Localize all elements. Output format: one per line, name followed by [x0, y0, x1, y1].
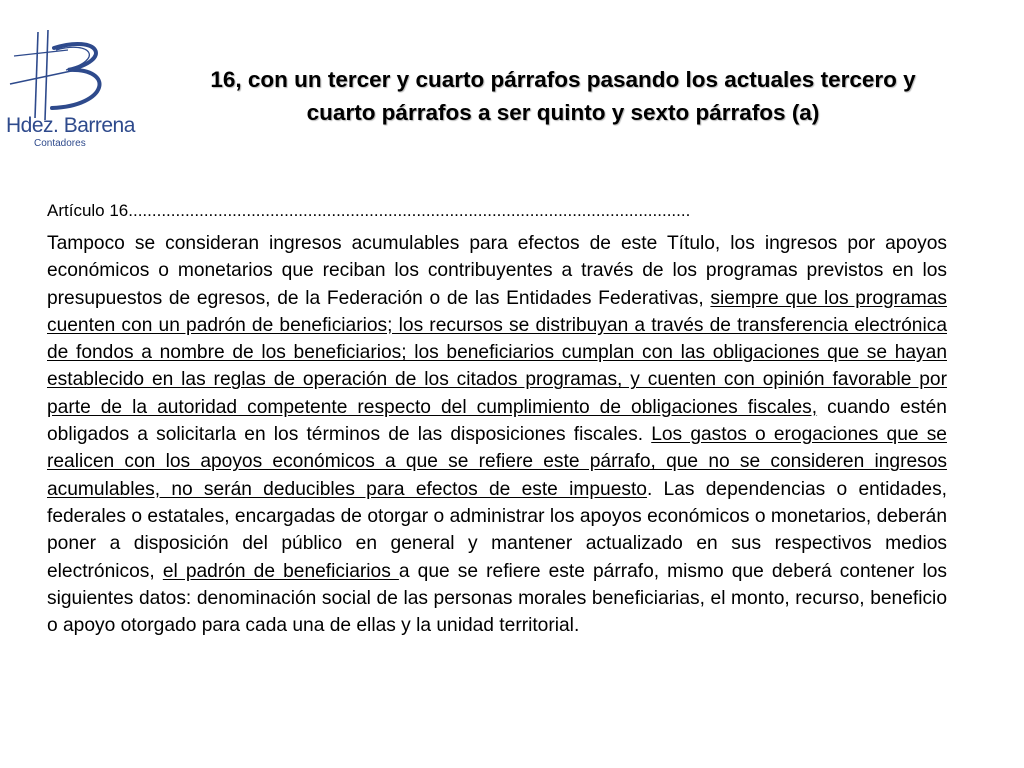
slide-title-line-2: cuarto párrafos a ser quinto y sexto párrafos (a)	[306, 100, 820, 125]
article-heading: Artículo 16.......................................................................................................................	[47, 201, 691, 220]
logo-name: Hdez. Barrena	[6, 114, 135, 137]
slide-title	[110, 63, 1016, 129]
logo-subtitle: Contadores	[34, 138, 86, 149]
paragraph-underlined-segment: Los gastos o erogaciones que se realicen con los apoyos económicos a que se refiere este párrafo, que no se consideren ingresos acumulables, no serán deducibles para efectos de este impuesto	[47, 424, 947, 500]
paragraph-segment: . Las dependencias o entidades, federales o estatales, encargadas de otorgar o administrar los apoyos económicos o monetarios, deberán poner a disposición del público en general y mantener actualizado en sus respectivos medios electrónicos,	[47, 478, 947, 582]
article-paragraph	[47, 230, 947, 639]
paragraph-underlined-segment: siempre que los programas cuenten con un padrón de beneficiarios; los recursos se distribuyan a través de transferencia electrónica de fondos a nombre de los beneficiarios; los beneficiarios cumplan con las obligaciones que se hayan establecido en las reglas de operación de los citados programas, y cuenten con opinión favorable por parte de la autoridad competente respecto del cumplimiento de obligaciones fiscales,	[47, 287, 947, 418]
paragraph-underlined-segment: el padrón de beneficiarios	[162, 560, 399, 582]
paragraph-segment: Tampoco se consideran ingresos acumulables para efectos de este Título, los ingresos por apoyos económicos o monetarios que reciban los contribuyentes a través de los programas previstos en los presupuestos de egresos, de la Federación o de las Entidades Federativas,	[47, 233, 947, 309]
slide-title-line-1: 16, con un tercer y cuarto párrafos pasando los actuales tercero y	[210, 67, 916, 92]
paragraph-segment: a que se refiere este párrafo, mismo que deberá contener los siguientes datos: denominación social de las personas morales beneficiarias, el monto, recurso, beneficio o apoyo otorgado para cada una de ellas y la unidad territorial.	[47, 560, 947, 637]
paragraph-segment: cuando estén obligados a solicitarla en los términos de las disposiciones fiscales.	[47, 396, 947, 446]
